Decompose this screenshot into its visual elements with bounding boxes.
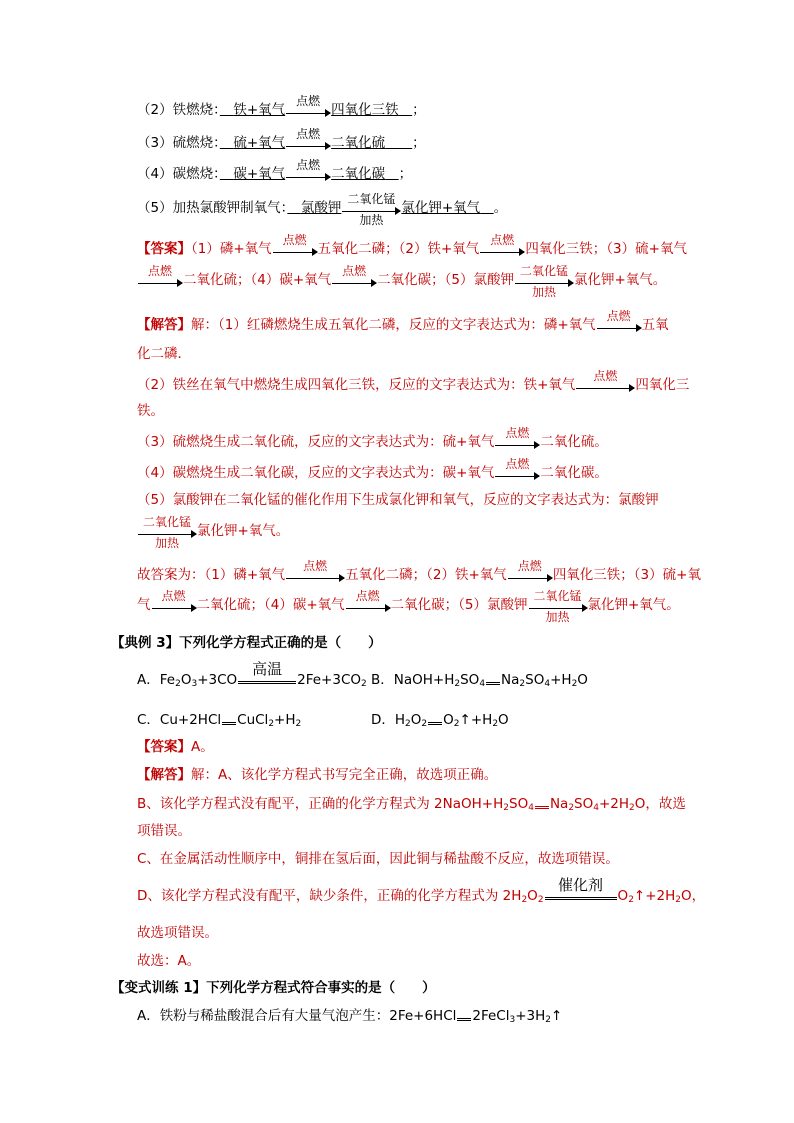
question-3: （3）硫燃烧： 硫+氧气 点燃 二氧化硫 ； [137,127,426,151]
expl-5: （5）氯酸钾在二氧化锰的催化作用下生成氯化钾和氧气，反应的文字表达式为：氯酸钾 [137,492,659,508]
ex3-sol-4b: 故选项错误。 [137,925,218,941]
expl-4: （4）碳燃烧生成二氧化碳，反应的文字表达式为：碳+氧气 点燃 二氧化碳。 [137,457,608,481]
expl-1b: 化二磷． [137,346,191,362]
ex3-sol-2b: 项错误。 [137,823,191,839]
answer-line-2: 点燃 二氧化硫；（4）碳+氧气 点燃 二氧化碳；（5）氯酸钾 二氧化锰 加热 氯化钾+氧气。 [137,271,666,289]
option-a: A．$Fe_2O_3+3CO$ 高温 $2Fe+3CO_2$ [137,660,367,689]
final-2: 气 点燃 二氧化硫；（4）碳+氧气 点燃 二氧化碳；（5）氯酸钾 二氧化锰 加热 氯化钾+氧气。 [137,589,680,624]
variant-1-title: 【变式训练 1】下列化学方程式符合事实的是（ ） [111,980,436,996]
ex3-sol-2: B、该化学方程式没有配平，正确的化学方程式为 $2NaOH+H_2SO_4$ $Na_2SO_4+2H_2O$，故选 [137,796,686,813]
ex3-sol-4: D、该化学方程式没有配平，缺少条件，正确的化学方程式为 $2H_2O_2$ 催化剂 $O_2↑+2H_2O$， [137,876,706,905]
option-c: C．Cu+2HCl $CuCl_2+H_2$ [137,712,302,729]
expl-5b: 二氧化锰 加热 氯化钾+氧气。 [137,522,289,540]
question-5: （5）加热氯酸钾制氧气： 氯酸钾 二氧化锰 加热 氯化钾+氧气 。 [137,192,508,227]
expl-2b: 铁。 [137,403,164,419]
ex3-answer: 【答案】A。 [137,739,214,755]
option-d: D．$H_2O_2$ $O_2↑+H_2O$ [371,712,509,729]
expl-1: 【解答】解：（1）红磷燃烧生成五氧化二磷，反应的文字表达式为：磷+氧气 点燃 五氧 [137,309,669,333]
question-4: （4）碳燃烧： 碳+氧气 点燃 二氧化碳 ； [137,158,413,182]
question-2: （2）铁燃烧： 铁+氧气 点燃 四氧化三铁 ； [137,94,426,118]
answer-line-1: 【答案】（1）磷+氧气 点燃 五氧化二磷；（2）铁+氧气 点燃 四氧化三铁；（3）硫+氧气 [137,233,687,257]
expl-3: （3）硫燃烧生成二氧化硫，反应的文字表达式为：硫+氧气 点燃 二氧化硫。 [137,426,608,450]
option-b: B．$NaOH+H_2SO_4$ $Na_2SO_4+H_2O$ [371,672,588,689]
ex3-sol-3: C、在金属活动性顺序中，铜排在氢后面，因此铜与稀盐酸不反应，故选项错误。 [137,851,619,867]
ex3-sol-1: 【解答】解：A、该化学方程式书写完全正确，故选项正确。 [137,767,498,783]
ex3-sol-5: 故选：A。 [137,953,201,969]
variant-1-option-a: A．铁粉与稀盐酸混合后有大量气泡产生：2Fe+6HCl $2FeCl_3+3H_2↑$ [137,1008,563,1025]
expl-2: （2）铁丝在氧气中燃烧生成四氧化三铁，反应的文字表达式为：铁+氧气 点燃 四氧化三 [137,369,690,393]
example-3-title: 【典例 3】下列化学方程式正确的是（ ） [111,635,382,651]
final-1: 故答案为：（1）磷+氧气 点燃 五氧化二磷；（2）铁+氧气 点燃 四氧化三铁；（3）硫+氧 [137,559,701,583]
